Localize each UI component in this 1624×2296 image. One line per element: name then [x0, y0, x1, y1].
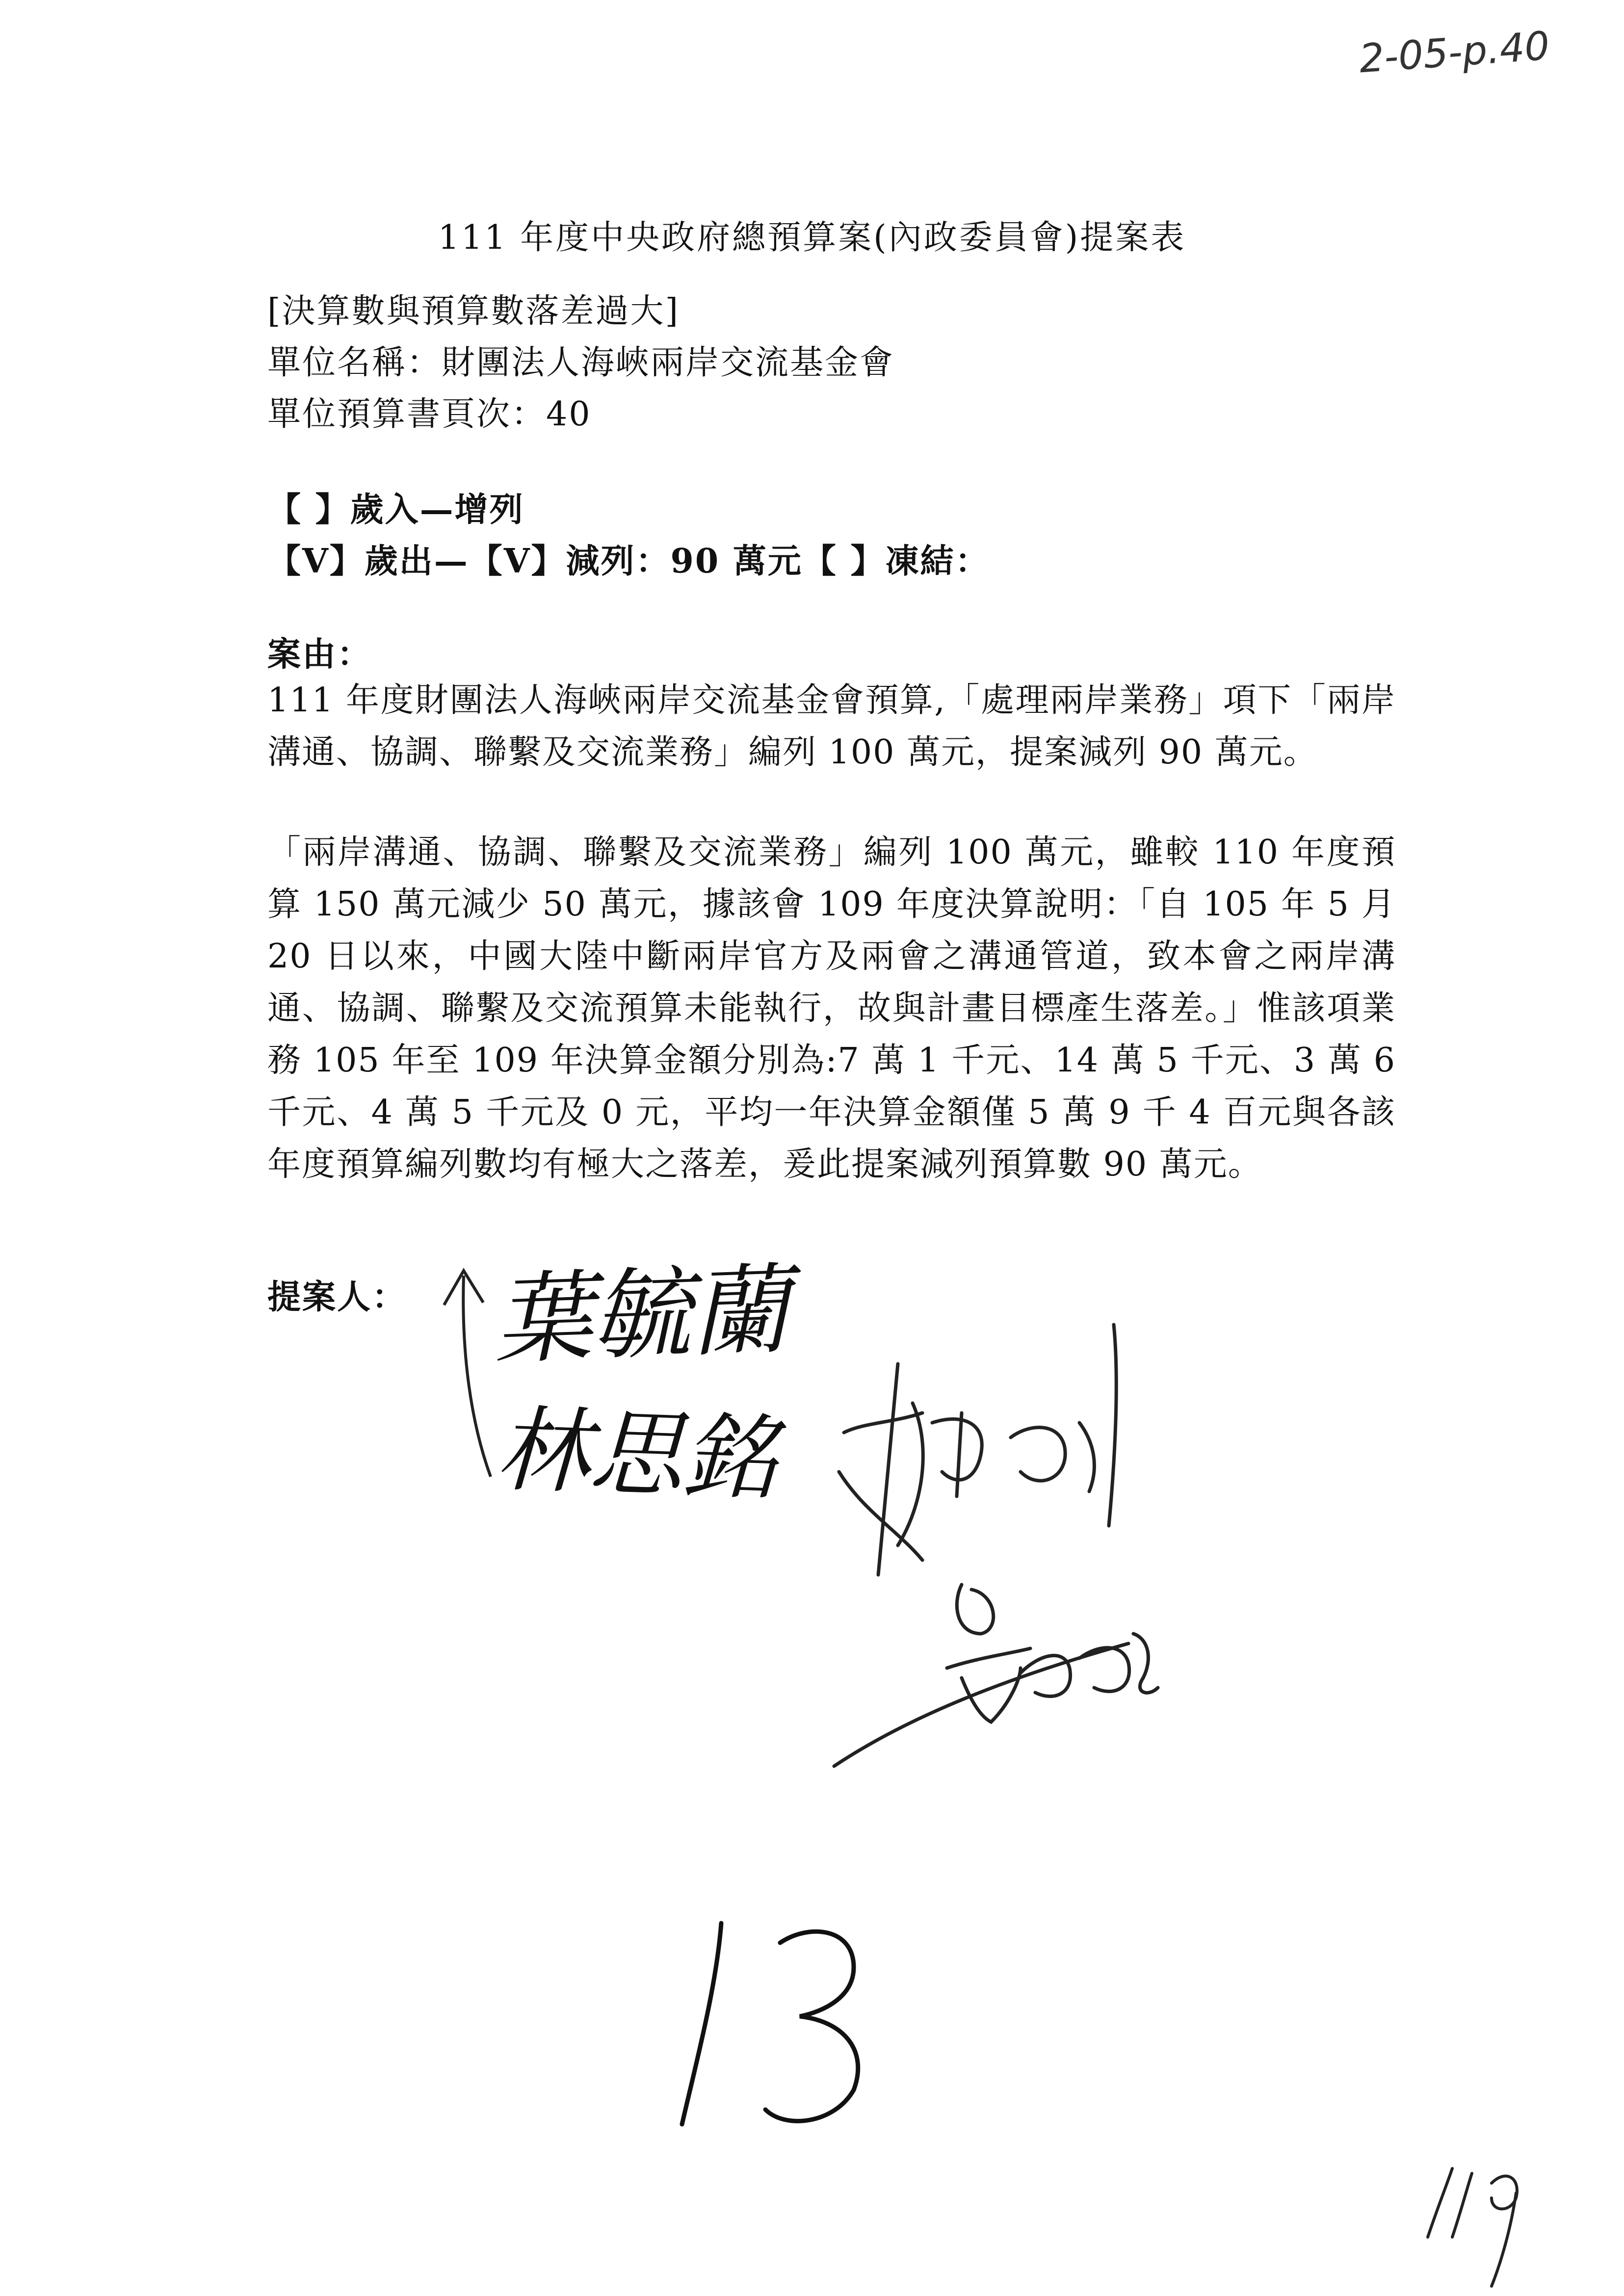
expenditure-line: 【V】歲出—【V】減列：90 萬元【 】凍結：	[267, 542, 990, 581]
signature-3	[839, 1325, 1116, 1575]
insert-arrow	[444, 1271, 491, 1477]
budget-page-value: 40	[546, 395, 592, 434]
budget-page-label: 單位預算書頁次：	[267, 395, 547, 434]
page-number-handwritten	[682, 1923, 858, 2124]
document-title: 111 年度中央政府總預算案(內政委員會)提案表	[438, 218, 1186, 257]
revenue-line: 【 】歲入—增列	[267, 490, 524, 529]
corner-note: 2-05-p.40	[1358, 23, 1551, 82]
unit-name-label: 單位名稱：	[267, 343, 442, 382]
reason-paragraph-2: 「兩岸溝通、協調、聯繫及交流業務」編列 100 萬元，雖較 110 年度預算 150 萬元減少 50 萬元，據該會 109 年度決算說明：「自 105 年 5 月 20 日以來，中國大陸中斷兩岸官方及兩會之溝通管道，致本會之兩岸溝通、協調、聯繫及交流預算未能執行，故與計畫目標產生落差。」惟該項業務 105 年至 109 年決算金額分別為:7 萬 1 千元、14 萬 5 千元、3 萬 6 千元、4 萬 5 千元及 0 元，平均一年決算金額僅 5 萬 9 千 4 百元與各該年度預算編列數均有極大之落差，爰此提案減列預算數 90 萬元。	[267, 833, 1396, 1184]
category-label: [決算數與預算數落差過大]	[267, 292, 680, 331]
reason-paragraph-1: 111 年度財團法人海峽兩岸交流基金會預算,「處理兩岸業務」項下「兩岸溝通、協調、聯繫及交流業務」編列 100 萬元，提案減列 90 萬元。	[267, 681, 1396, 772]
signature-4	[834, 1585, 1158, 1766]
signature-2: 林思銘	[495, 1395, 778, 1513]
proposer-label: 提案人：	[267, 1278, 407, 1317]
folio-handwritten	[1428, 2168, 1517, 2286]
signature-1: 葉毓蘭	[492, 1253, 791, 1378]
reason-label: 案由：	[267, 635, 372, 674]
unit-name-value: 財團法人海峽兩岸交流基金會	[442, 343, 895, 382]
